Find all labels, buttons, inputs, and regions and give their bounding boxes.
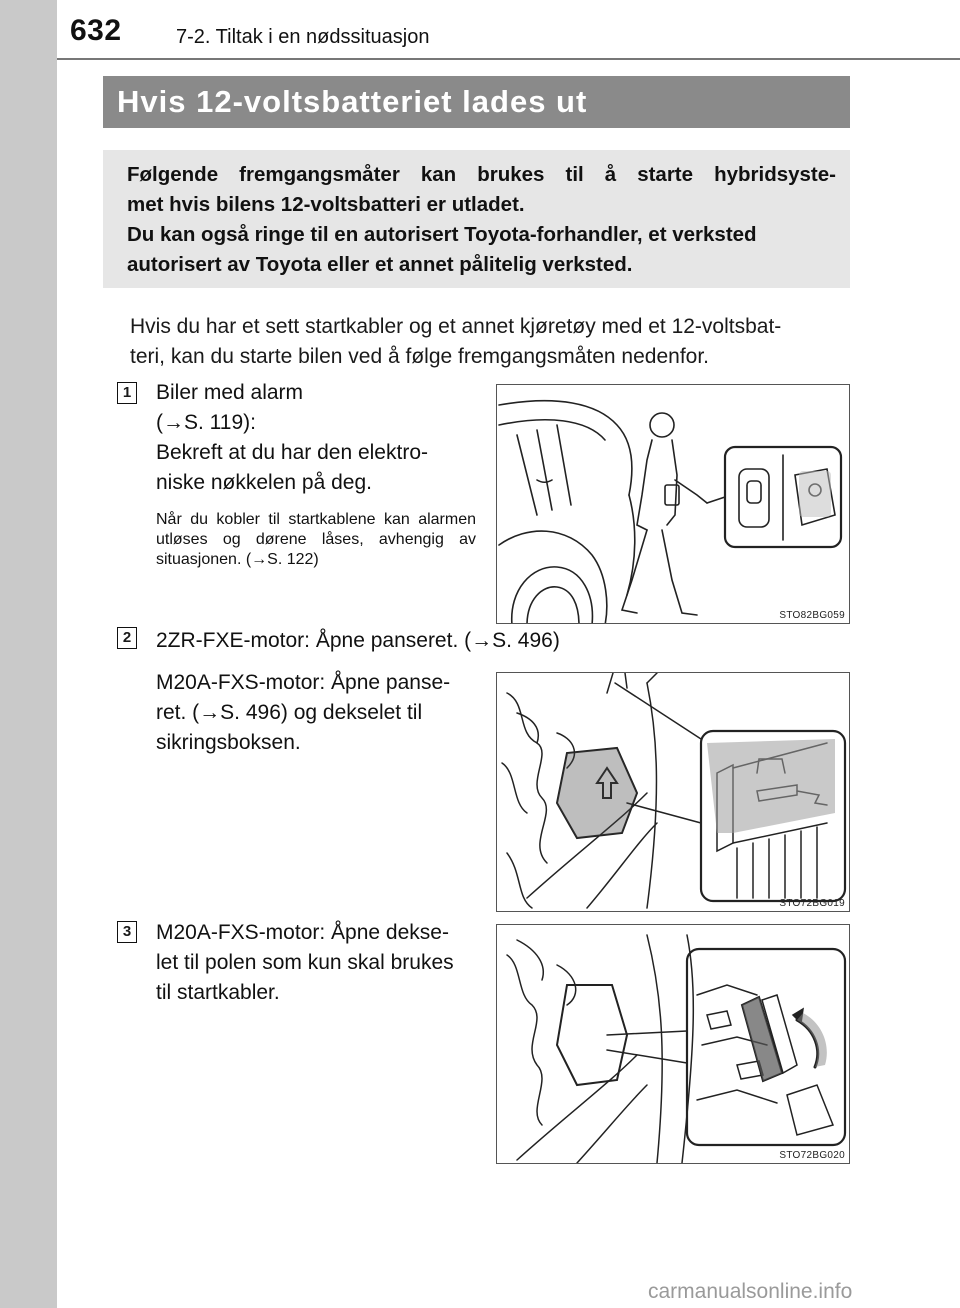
- body-paragraph: [130, 312, 852, 372]
- header-divider: [57, 58, 960, 60]
- step-line: (→S. 119):: [156, 411, 256, 434]
- figure-fuse-box: [496, 672, 850, 912]
- intro-line: met hvis bilens 12-voltsbatteri er utladet.: [127, 193, 525, 216]
- step-line: M20A-FXS-motor: Åpne dekse-: [156, 921, 449, 944]
- figure-code: STO82BG059: [779, 610, 845, 621]
- intro-line: Du kan også ringe til en autorisert Toyota-forhandler, et verksted: [127, 223, 757, 246]
- step-line: ret. (→S. 496) og dekselet til: [156, 701, 423, 724]
- step-line: til startkabler.: [156, 981, 280, 1004]
- section-title: Hvis 12-voltsbatteriet lades ut: [117, 84, 588, 119]
- chapter-title: 7-2. Tiltak i en nødssituasjon: [176, 26, 430, 48]
- step-line: let til polen som kun skal brukes: [156, 951, 454, 974]
- step-line: niske nøkkelen på deg.: [156, 471, 372, 494]
- step-line: Biler med alarm: [156, 381, 304, 404]
- intro-box: [103, 150, 850, 288]
- figure-car-key: [496, 384, 850, 624]
- body-line: teri, kan du starte bilen ved å følge fremgangsmåten nedenfor.: [130, 345, 710, 368]
- step-number-2: 2: [117, 627, 137, 649]
- figure-code: STO72BG019: [779, 898, 845, 909]
- figure-battery-terminal: [496, 924, 850, 1164]
- step-1-text: [156, 378, 476, 498]
- step-number-3: 3: [117, 921, 137, 943]
- intro-line: Følgende fremgangsmåter kan brukes til å starte hybridsyste-: [127, 163, 836, 186]
- page-number: 632: [70, 14, 122, 47]
- page-sidebar: [0, 0, 57, 1308]
- step-2-subtext: [156, 668, 476, 758]
- step-1-note: Når du kobler til startkablene kan alarmen utløses og dørene låses, avhengig av situasjonen. (→S. 122): [156, 511, 476, 568]
- figure-code: STO72BG020: [779, 1150, 845, 1161]
- body-line: Hvis du har et sett startkabler og et annet kjøretøy med et 12-voltsbat-: [130, 315, 782, 338]
- step-line: sikringsboksen.: [156, 731, 301, 754]
- fuse-box-illustration: [497, 673, 850, 912]
- step-2-text: 2ZR-FXE-motor: Åpne panseret. (→S. 496): [156, 629, 560, 652]
- step-line: M20A-FXS-motor: Åpne panse-: [156, 671, 451, 694]
- terminal-cover-illustration: [497, 925, 850, 1164]
- watermark: carmanualsonline.info: [648, 1280, 853, 1303]
- car-and-key-illustration: [497, 385, 850, 624]
- step-3-text: [156, 918, 476, 1008]
- step-line: Bekreft at du har den elektro-: [156, 441, 428, 464]
- section-title-bar: [103, 76, 850, 128]
- step-number-1: 1: [117, 382, 137, 404]
- intro-line: autorisert av Toyota eller et annet pålitelig verksted.: [127, 253, 633, 276]
